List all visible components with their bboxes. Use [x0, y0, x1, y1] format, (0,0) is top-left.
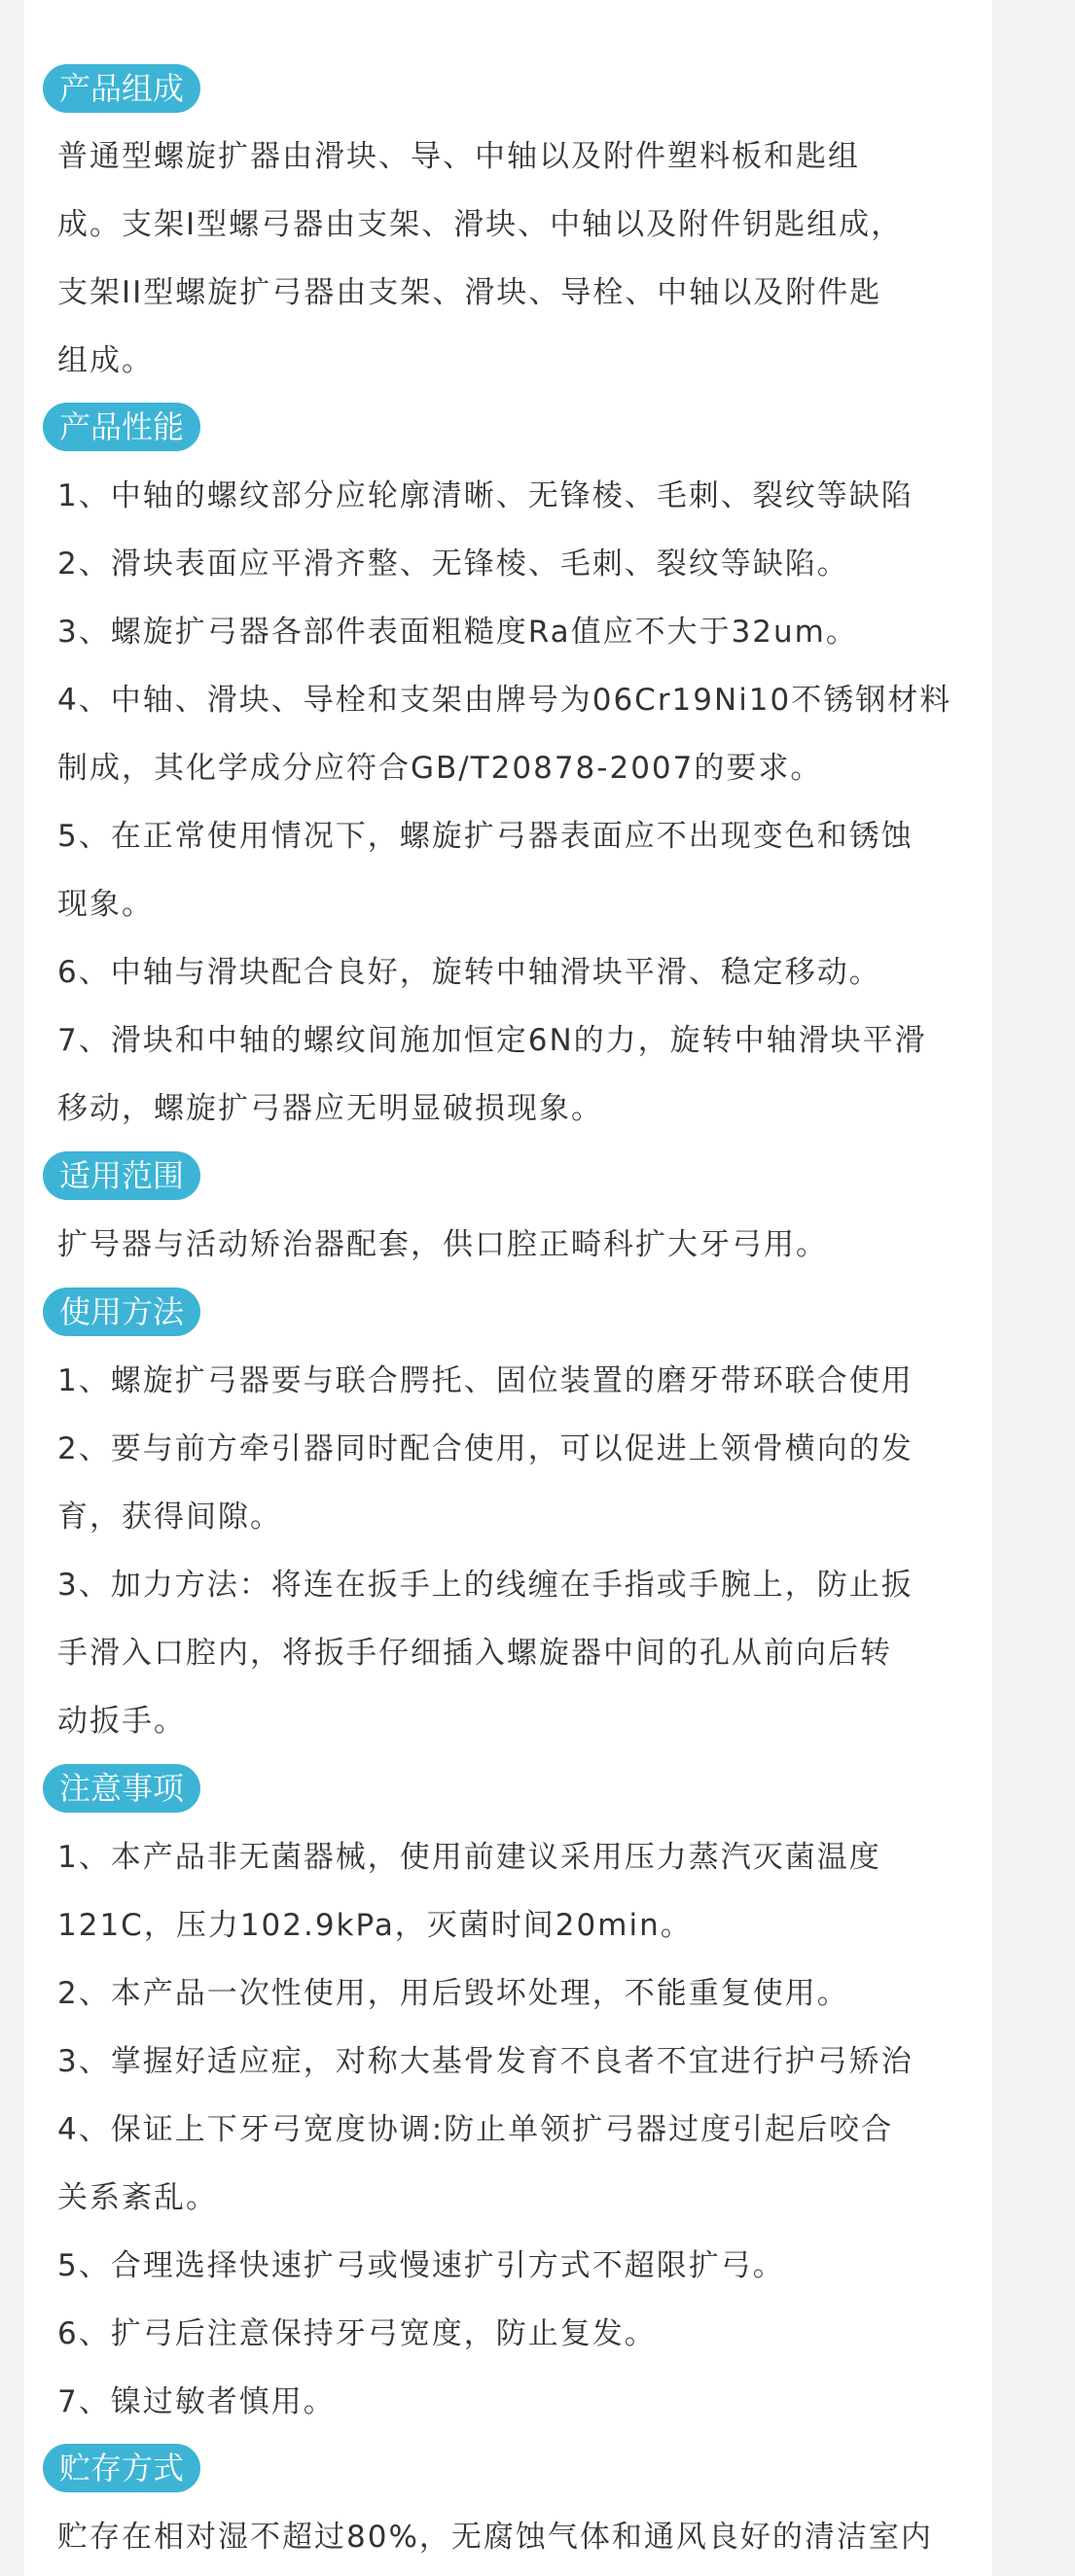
paragraph-line: 1、中轴的螺纹部分应轮廓清晰、无锋棱、毛刺、裂纹等缺陷	[57, 478, 914, 513]
section-title: 产品性能	[43, 403, 200, 451]
paragraph-line: 移动，螺旋扩弓器应无明显破损现象。	[57, 1091, 603, 1126]
paragraph-line: 6、中轴与滑块配合良好，旋转中轴滑块平滑、稳定移动。	[57, 955, 881, 990]
section-title: 适用范围	[43, 1151, 200, 1200]
paragraph-line: 动扳手。	[57, 1704, 186, 1739]
paragraph-line: 现象。	[57, 887, 154, 922]
paragraph-line: 4、中轴、滑块、导栓和支架由牌号为06Cr19Ni10不锈钢材料	[57, 683, 952, 718]
paragraph-line: 4、保证上下牙弓宽度协调:防止单领扩弓器过度引起后咬合	[57, 2112, 894, 2147]
paragraph-line: 2、要与前方牵引器同时配合使用，可以促进上领骨横向的发	[57, 1431, 914, 1466]
paragraph-line: 3、加力方法：将连在扳手上的线缠在手指或手腕上，防止扳	[57, 1568, 914, 1603]
section-title: 贮存方式	[43, 2444, 200, 2492]
paragraph-line: 5、合理选择快速扩弓或慢速扩引方式不超限扩弓。	[57, 2248, 785, 2283]
paragraph-line: 手滑入口腔内，将扳手仔细插入螺旋器中间的孔从前向后转	[57, 1636, 892, 1671]
paragraph-line: 7、镍过敏者慎用。	[57, 2384, 336, 2419]
paragraph-line: 7、滑块和中轴的螺纹间施加恒定6N的力，旋转中轴滑块平滑	[57, 1023, 927, 1058]
paragraph-line: 1、本产品非无菌器械，使用前建议采用压力蒸汽灭菌温度	[57, 1840, 881, 1875]
paragraph-line: 121C，压力102.9kPa，灭菌时间20min。	[57, 1908, 693, 1943]
paragraph-line: 扩号器与活动矫治器配套，供口腔正畸科扩大牙弓用。	[57, 1227, 828, 1262]
paragraph-line: 育，获得间隙。	[57, 1500, 282, 1535]
paragraph-line: 3、掌握好适应症，对称大基骨发育不良者不宜进行护弓矫治	[57, 2044, 914, 2079]
section-title: 注意事项	[43, 1764, 200, 1813]
paragraph-line: 贮存在相对湿不超过80%，无腐蚀气体和通风良好的清洁室内	[57, 2520, 933, 2555]
paragraph-line: 3、螺旋扩弓器各部件表面粗糙度Ra值应不大于32um。	[57, 615, 858, 650]
content-card	[24, 0, 992, 2576]
paragraph-line: 2、本产品一次性使用，用后毁坏处理，不能重复使用。	[57, 1976, 849, 2011]
paragraph-line: 组成。	[57, 343, 154, 378]
paragraph-line: 2、滑块表面应平滑齐整、无锋棱、毛刺、裂纹等缺陷。	[57, 547, 849, 582]
paragraph-line: 关系紊乱。	[57, 2180, 218, 2215]
section-title: 产品组成	[43, 64, 200, 113]
paragraph-line: 成。支架I型螺弓器由支架、滑块、中轴以及附件钥匙组成，	[57, 207, 904, 242]
paragraph-line: 制成，其化学成分应符合GB/T20878-2007的要求。	[57, 751, 823, 786]
paragraph-line: 1、螺旋扩弓器要与联合腭托、固位装置的磨牙带环联合使用	[57, 1363, 914, 1398]
paragraph-line: 5、在正常使用情况下，螺旋扩弓器表面应不出现变色和锈蚀	[57, 819, 914, 854]
paragraph-line: 支架II型螺旋扩弓器由支架、滑块、导栓、中轴以及附件匙	[57, 275, 882, 310]
paragraph-line: 普通型螺旋扩器由滑块、导、中轴以及附件塑料板和匙组	[57, 139, 860, 174]
paragraph-line: 6、扩弓后注意保持牙弓宽度，防止复发。	[57, 2316, 657, 2351]
section-title: 使用方法	[43, 1288, 200, 1336]
